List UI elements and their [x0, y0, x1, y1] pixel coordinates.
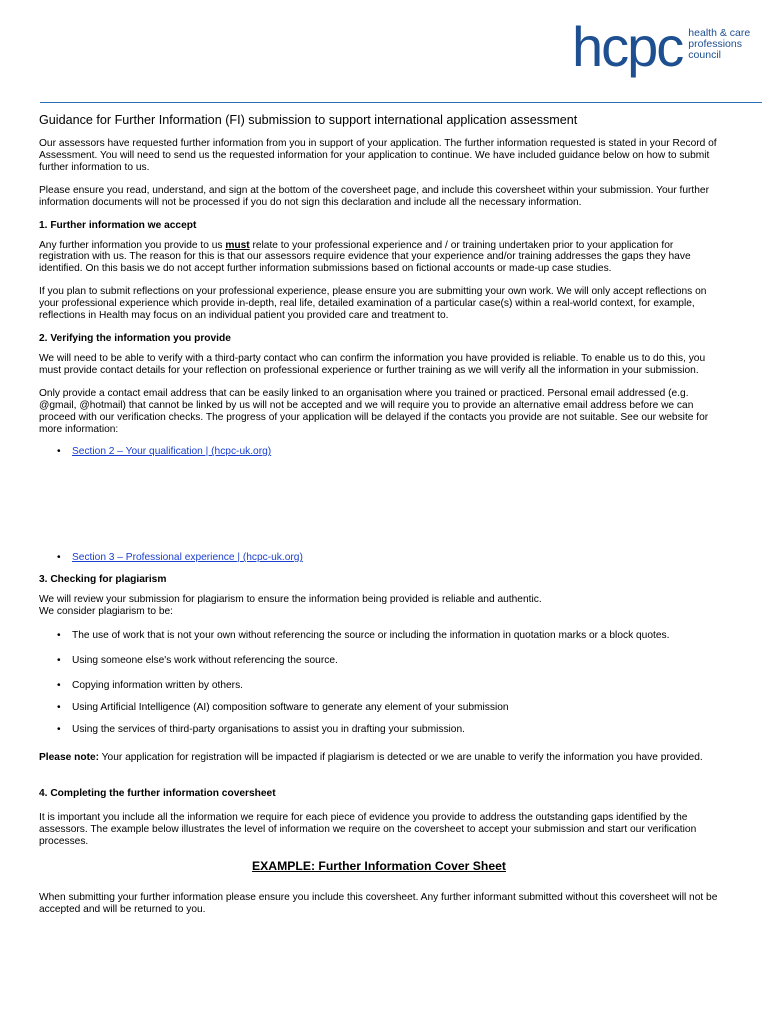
section-4-paragraph-1: It is important you include all the information we require for each piece of evidence you provide to address the outstanding gaps identified by the assessors. The example below illustrates the level of information we require on the coversheet to accept your submission and start our verification processes.	[39, 812, 697, 848]
section-1-heading: 1. Further information we accept	[39, 219, 197, 231]
logo-line-1: health & care	[688, 27, 751, 39]
section-3-heading: 3. Checking for plagiarism	[39, 574, 167, 586]
document-title: Guidance for Further Information (FI) submission to support international application assessment	[39, 113, 578, 127]
plagiarism-list	[39, 630, 719, 736]
must-emphasis: must	[225, 239, 250, 251]
list-item: • Using Artificial Intelligence (AI) composition software to generate any element of your submission	[72, 702, 719, 714]
intro-paragraph-1: Our assessors have requested further information from you in support of your application. The further information requested is stated in your Record of Assessment. You will need to send us the requested information for your application to continue. We have included guidance below on how to submit further information to us.	[39, 138, 717, 173]
s1-p1-start: Any further information you provide to us	[39, 239, 226, 251]
list-item	[72, 446, 719, 458]
section-2-paragraph-1: We will need to be able to verify with a third-party contact who can confirm the information you have provided is reliable. To enable us to do this, you must provide contact details for your reflection on professional experience or further training as we will verify all the information in your submission.	[39, 352, 706, 376]
section-3-paragraph-1	[39, 594, 719, 618]
section-3-link[interactable]: Section 3 – Professional experience | (hcpc-uk.org)	[72, 552, 303, 564]
section-2-paragraph-2: Only provide a contact email address that can be easily linked to an organisation where you trained or practiced. Personal email addressed (e.g. @gmail, @hotmail) that cannot be linked by us will not be accepted and we will require you to provide an alternative email address before we can proceed with our verification checks. The progress of your application will be delayed if the contacts you provide are not suitable. See our website for more information:	[39, 387, 709, 435]
s3-p1-line-b: We consider plagiarism to be:	[39, 606, 174, 618]
example-title: EXAMPLE: Further Information Cover Sheet	[252, 859, 506, 874]
s1-p1-end: relate to your professional experience and / or training undertaken prior to your application for registration with us. The reason for this is that our assessors require evidence that your experience and/or training addresses the gaps they have identified. On this basis we do not accept further information submissions based on fictional accounts or made-up case studies.	[39, 239, 691, 275]
section-4-paragraph-2: When submitting your further information please ensure you include this coversheet. Any further informant submitted without this coversheet will not be accepted and will be returned to you.	[39, 892, 718, 916]
logo-line-3: council	[688, 49, 721, 61]
intro-paragraph-2: Please ensure you read, understand, and sign at the bottom of the coversheet page, and include this coversheet within your submission. Your further information documents will not be processed if you do not sign this declaration and include all the necessary information.	[39, 184, 709, 208]
logo-text	[688, 28, 750, 61]
hcpc-logo	[572, 15, 751, 78]
section-4-heading: 4. Completing the further information coversheet	[39, 788, 276, 800]
list-item: • Copying information written by others.	[72, 680, 719, 692]
header-divider	[40, 102, 762, 103]
section-1-paragraph-1	[39, 240, 719, 276]
section-1-paragraph-2: If you plan to submit reflections on your professional experience, please ensure you are submitting your own work. We will only accept reflections on your professional experience which provide in-depth, real life, detailed examination of a particular case(s) within a real-world context, for example, reflections in Health may focus on an individual patient you provided care and treatment to.	[39, 286, 707, 322]
logo-line-2: professions	[688, 38, 742, 50]
link-list-2	[39, 552, 719, 564]
list-item: • The use of work that is not your own without referencing the source or including the information in quotation marks or a block quotes.	[72, 630, 719, 642]
list-item	[72, 552, 719, 564]
list-item: • Using the services of third-party organisations to assist you in drafting your submission.	[72, 724, 719, 736]
logo-mark: hcpc	[572, 15, 683, 78]
blank-space	[39, 468, 719, 552]
section-2-link[interactable]: Section 2 – Your qualification | (hcpc-uk.org)	[72, 446, 272, 458]
link-list-1	[39, 446, 719, 458]
plagiarism-note	[39, 752, 719, 764]
note-label: Please note:	[39, 751, 100, 763]
s3-p1-line-a: We will review your submission for plagiarism to ensure the information being provided is reliable and authentic.	[39, 594, 542, 606]
note-text: Your application for registration will be impacted if plagiarism is detected or we are unable to verify the information you have provided.	[99, 751, 703, 763]
document-body	[39, 113, 719, 927]
list-item: • Using someone else's work without referencing the source.	[72, 655, 719, 667]
section-2-heading: 2. Verifying the information you provide	[39, 332, 231, 344]
